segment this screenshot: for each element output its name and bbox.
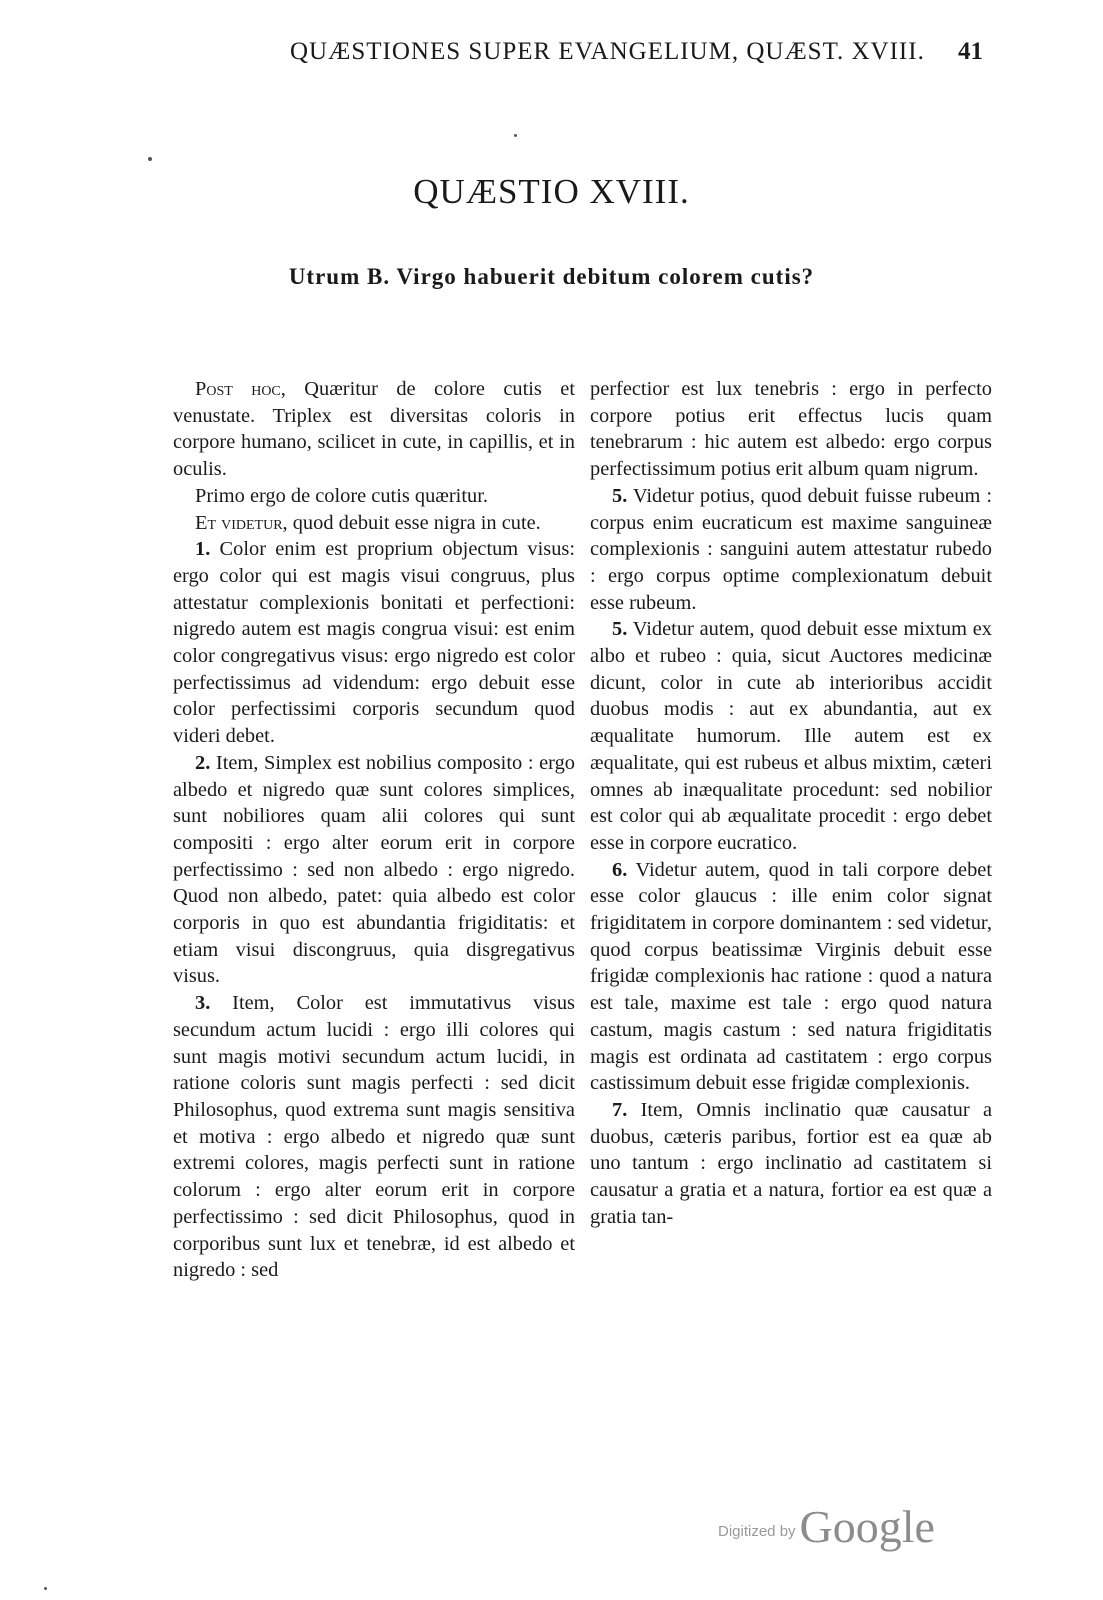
argument-number: 6. bbox=[612, 858, 628, 881]
paragraph bbox=[173, 536, 575, 750]
argument-number: 5. bbox=[612, 618, 628, 641]
watermark-prefix: Digitized by bbox=[718, 1523, 796, 1540]
scan-speck bbox=[148, 157, 152, 161]
paragraph-text: Item, Simplex est nobilius composito : ergo albedo et nigredo quæ sunt colores simplices, sunt nobiliores quam alii colores qui sunt compositi : ergo alter eorum erit in corpore perfectissimo : sed non albedo : ergo nigredo. Quod non albedo, patet: quia albedo est color corporis in quo est abundantia frigiditatis: et etiam visui discongruus, quia disgregativus visus. bbox=[173, 751, 575, 988]
paragraph bbox=[173, 990, 575, 1284]
paragraph: perfectior est lux tenebris : ergo in perfecto corpore potius erit effectus lucis quam tenebrarum : hic autem est albedo: ergo corpus perfectissimum potius erit album quam nigrum. bbox=[590, 378, 992, 481]
argument-number: 1. bbox=[195, 538, 211, 561]
paragraph-text: Item, Color est immutativus visus secundum actum lucidi : ergo illi colores qui sunt magis motivi secundum actum lucidi, in ratione coloris sunt magis perfecti : sed dicit Philosophus, quod extrema sunt magis sensitiva et motiva : ergo albedo et nigredo quæ sunt extremi colores, magis perfecti sunt in ratione colorum : ergo alter eorum erit in corpore perfectissimo : sed dicit Philosophus, quod in corporibus sunt lux et tenebræ, id est albedo et nigredo : sed bbox=[173, 992, 575, 1282]
question-subtitle: Utrum B. Virgo habuerit debitum colorem cutis? bbox=[288, 264, 815, 289]
left-column bbox=[173, 376, 575, 1284]
paragraph bbox=[173, 750, 575, 990]
digitized-watermark bbox=[718, 1500, 935, 1553]
paragraph-text: Videtur autem, quod in tali corpore debet esse color glaucus : ille enim color signat frigiditatem in corpore dominantem : sed videtur, quod corpus beatissimæ Virginis debuit esse frigidæ complexionis hac ratione : quod a natura est tale, maxime est tale : ergo quod natura castum, magis castum : sed natura frigiditatis magis est ordinata ad castitatem : ergo corpus castissimum debuit esse frigidæ complexionis. bbox=[590, 858, 992, 1095]
scan-speck bbox=[44, 1587, 47, 1590]
paragraph-text: Videtur potius, quod debuit fuisse rubeum : corpus enim eucraticum est maxime sanguineæ complexionis : sanguini autem attestatur rubedo : ergo corpus optime complexionatum debuit esse rubeum. bbox=[590, 484, 992, 614]
paragraph bbox=[590, 616, 992, 856]
running-title: QUÆSTIONES SUPER EVANGELIUM, QUÆST. XVIII. bbox=[290, 38, 925, 65]
paragraph-text: Quæritur de colore cutis et venustate. Triplex est diversitas coloris in corpore humano, scilicet in cute, in capillis, et in oculis. bbox=[173, 378, 575, 481]
paragraph-text: Videtur autem, quod debuit esse mixtum ex albo et rubeo : quia, sicut Auctores medicinæ dicunt, color in cute ab interioribus accidit duobus modis : aut ex abundantia, aut ex æqualitate humorum. Ille autem est ex æqualitate, qui est rubeus et albus mixtim, cæteri omnes ab inæqualitate procedunt: sed nobilior est color qui ab æqualitate procedit : ergo debet esse in corpore eucratico. bbox=[590, 618, 992, 854]
paragraph bbox=[173, 376, 575, 483]
argument-number: 7. bbox=[612, 1098, 628, 1121]
paragraph-text: Color enim est proprium objectum visus: ergo color qui est magis visui congruus, plus attestatur complexionis bonitati et perfectioni: nigredo autem est magis congrua visui: est enim color congregativus visus: ergo nigredo est color perfectissimus ad videndum: ergo debuit esse color perfectissimi corporis secundum quod videri debet. bbox=[173, 538, 575, 748]
right-column bbox=[590, 376, 992, 1231]
scan-speck bbox=[514, 134, 517, 137]
google-logo: Google bbox=[799, 1501, 935, 1552]
page-number: 41 bbox=[958, 38, 983, 65]
paragraph bbox=[173, 510, 575, 537]
question-title: QUÆSTIO XVIII. bbox=[413, 172, 690, 211]
paragraph bbox=[590, 1097, 992, 1231]
argument-number: 2. bbox=[195, 751, 211, 774]
paragraph bbox=[590, 483, 992, 617]
paragraph-text: quod debuit esse nigra in cute. bbox=[287, 511, 541, 534]
paragraph: Primo ergo de colore cutis quæritur. bbox=[195, 484, 488, 507]
argument-number: 3. bbox=[195, 992, 211, 1015]
paragraph bbox=[590, 857, 992, 1097]
paragraph-text: Item, Omnis inclinatio quæ causatur a duobus, cæteris paribus, fortior est ea quæ ab uno tantum : ergo inclinatio ad castitatem si causatur a gratia et a natura, fortior ea est quæ a gratia tan- bbox=[590, 1098, 992, 1228]
lead-words: Post hoc, bbox=[195, 378, 286, 400]
running-head bbox=[0, 38, 1103, 72]
lead-words: Et videtur, bbox=[195, 511, 288, 534]
argument-number: 5. bbox=[612, 484, 628, 507]
